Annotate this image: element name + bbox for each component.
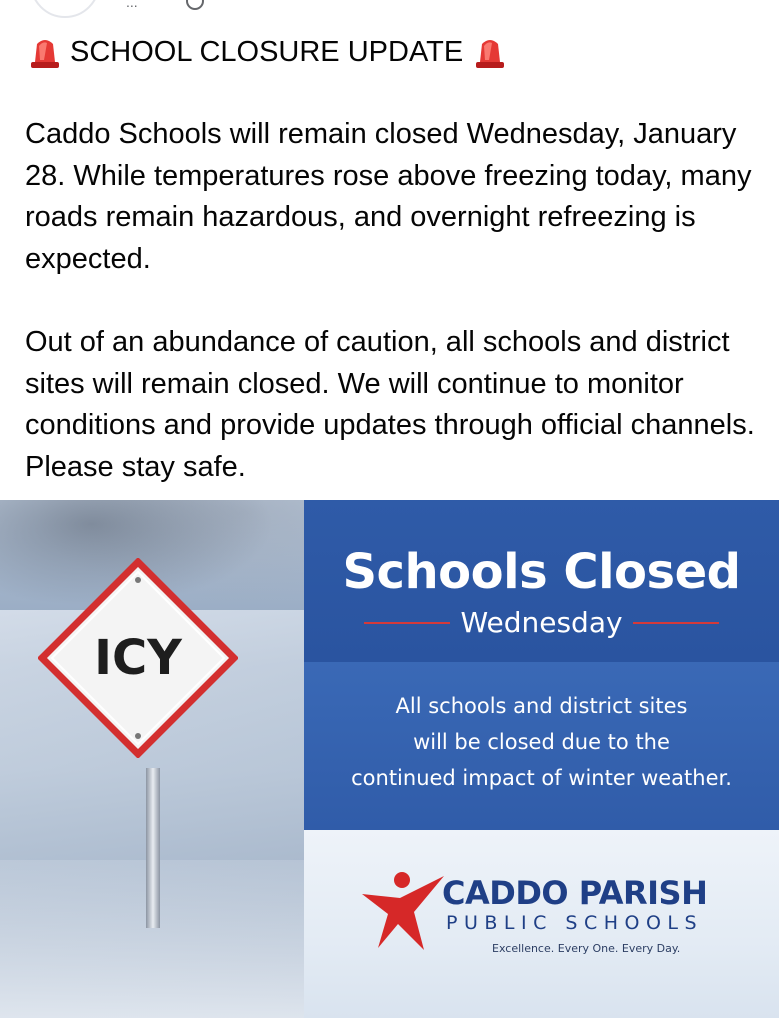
icy-road-photo	[0, 500, 304, 1018]
post-body	[25, 114, 765, 530]
divider-line	[633, 622, 719, 624]
page-avatar[interactable]	[30, 0, 100, 18]
graphic-headline: Schools Closed	[342, 544, 741, 600]
sign-label: ICY	[94, 630, 182, 686]
police-siren-icon	[28, 34, 62, 70]
more-options-text[interactable]: ...	[126, 0, 138, 10]
graphic-subtitle-row	[304, 606, 779, 639]
caddo-parish-logo	[356, 866, 776, 966]
police-siren-icon	[473, 34, 507, 70]
post-paragraph: Out of an abundance of caution, all schools and district sites will remain closed. We will continue to monitor conditions and provide updates through official channels. Please stay safe.	[25, 326, 755, 483]
graphic-day: Wednesday	[460, 606, 623, 639]
closure-graphic[interactable]	[0, 500, 779, 1018]
post-title	[28, 30, 507, 74]
icy-warning-sign	[38, 558, 238, 758]
globe-icon	[186, 0, 204, 10]
logo-tagline: Excellence. Every One. Every Day.	[492, 942, 681, 955]
logo-subtitle: PUBLIC SCHOOLS	[446, 912, 704, 934]
logo-name: CADDO PARISH	[442, 874, 708, 912]
message-line: All schools and district sites	[395, 694, 688, 718]
message-line: continued impact of winter weather.	[351, 766, 732, 790]
message-line: will be closed due to the	[413, 730, 670, 754]
divider-line	[364, 622, 450, 624]
post-paragraph: Caddo Schools will remain closed Wednesday, January 28. While temperatures rose above freezing today, many roads remain hazardous, and overnight refreezing is expected.	[25, 118, 752, 275]
star-person-icon	[358, 868, 448, 958]
post-header-partial	[0, 0, 779, 14]
graphic-message	[304, 688, 779, 796]
sign-pole	[146, 768, 160, 928]
post-title-text: SCHOOL CLOSURE UPDATE	[70, 35, 464, 68]
